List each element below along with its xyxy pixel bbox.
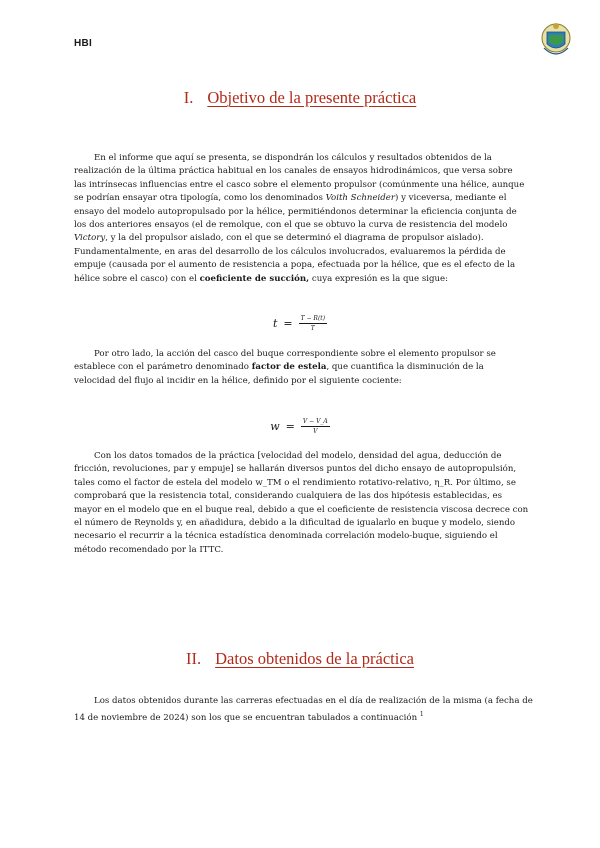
university-crest-icon [540,20,572,60]
text-line: método recomendado por la ITTC. [74,544,224,555]
text-span: , que cuantifica la disminución de la [326,362,484,373]
emphasis-text: Victory [74,233,106,244]
text-span: , y la del propulsor aislado, con el que se determinó el diagrama de propulsor aislado). [105,233,484,244]
text-span: establece con el parámetro denominado [74,362,252,373]
equation-variable: t [272,317,278,330]
section-title: Datos obtenidos de la práctica [215,649,414,668]
text-line: En el informe que aquí se presenta, se dispondrán los cálculos y resultados obtenidos de la [94,153,492,163]
section-heading-2 [0,649,600,669]
header-label: HBI [74,38,93,49]
text-span: cuya expresión es la que sigue: [309,273,449,284]
bold-term: coeficiente de succión, [199,273,310,284]
text-span: 14 de noviembre de 2024) son los que se encuentran tabulados a continuación [74,713,418,724]
paragraph-intro [74,152,526,286]
text-span: hélice sobre el casco) con el [74,273,200,284]
text-line: empuje (causada por el aumento de resistencia a popa, efectuada por la hélice, que es el efecto de la [74,260,516,271]
text-line: el número de Reynolds y, en añadidura, debido a la dificultad de igualarlo en buque y modelo, siendo [74,518,516,529]
text-line [74,192,526,205]
section-title: Objetivo de la presente práctica [207,88,417,107]
bold-term: factor de estela [251,362,327,373]
fraction [299,315,327,332]
text-line: fricción, revoluciones, par y empuje] se hallarán diversos puntos del dicho ensayo de autopropulsión, [74,464,517,475]
paragraph-wake [74,348,526,388]
text-line [74,708,526,725]
emphasis-text: Voith Schneider [325,193,395,204]
text-line: mayor en el modelo que en el buque real, debido a que el coeficiente de resistencia viscosa decrece con [74,504,529,515]
paragraph-method [74,450,529,557]
text-line: ensayo del modelo autopropulsado por la hélice, permitiéndonos determinar la eficiencia conjunta de [74,206,517,217]
text-span: ) y viceversa, mediante el [394,193,507,204]
text-line: Los datos obtenidos durante las carreras efectuadas en el día de realización de la misma (a fecha de [94,696,533,706]
numerator: V − V_A [302,418,328,425]
text-line [74,232,526,245]
text-line: Fundamentalmente, en aras del desarrollo de los cálculos involucrados, evaluaremos la pérdida de [74,246,506,257]
text-line: los dos anteriores ensayos (el de remolque, con el que se obtuvo la curva de resistencia del modelo [74,220,508,231]
equation-variable: w [270,420,280,433]
equation-suction [0,313,600,332]
paragraph-data [74,695,533,726]
section-heading-1 [0,88,600,108]
text-line [74,361,526,374]
denominator: T [310,325,315,332]
text-line: las intrínsecas influencias entre el casco sobre el elemento propulsor (comúnmente una hélice, aunque [74,179,525,190]
text-span: se podrían ensayar otra tipología, como los denominados [74,193,326,204]
denominator: V [313,428,318,435]
text-line [74,273,526,286]
text-line: velocidad del flujo al incidir en la hélice, definido por el siguiente cociente: [74,375,402,386]
text-line: realización de la última práctica habitual en los canales de ensayos hidrodinámicos, que versa sobre [74,166,513,177]
fraction [301,418,330,435]
numerator: T − R(t) [300,315,326,322]
footnote-marker[interactable]: 1 [419,711,424,719]
text-line: comprobará que la resistencia total, considerando cualquiera de las dos hipótesis establecidas, es [74,491,503,502]
text-line: necesario el recurrir a la técnica estadística denominada correlación modelo-buque, siguiendo el [74,531,498,542]
text-line: Con los datos tomados de la práctica [velocidad del modelo, densidad del agua, deducción de [94,451,502,461]
equals-sign: = [283,317,293,330]
equation-wake [0,416,600,435]
equals-sign: = [285,420,295,433]
text-line: Por otro lado, la acción del casco del buque correspondiente sobre el elemento propulsor se [94,349,496,359]
text-line: tales como el factor de estela del modelo w_TM o el rendimiento rotativo-relativo, η_R. Por último, se [74,477,516,488]
section-number: II. [186,649,202,668]
section-number: I. [183,88,194,107]
